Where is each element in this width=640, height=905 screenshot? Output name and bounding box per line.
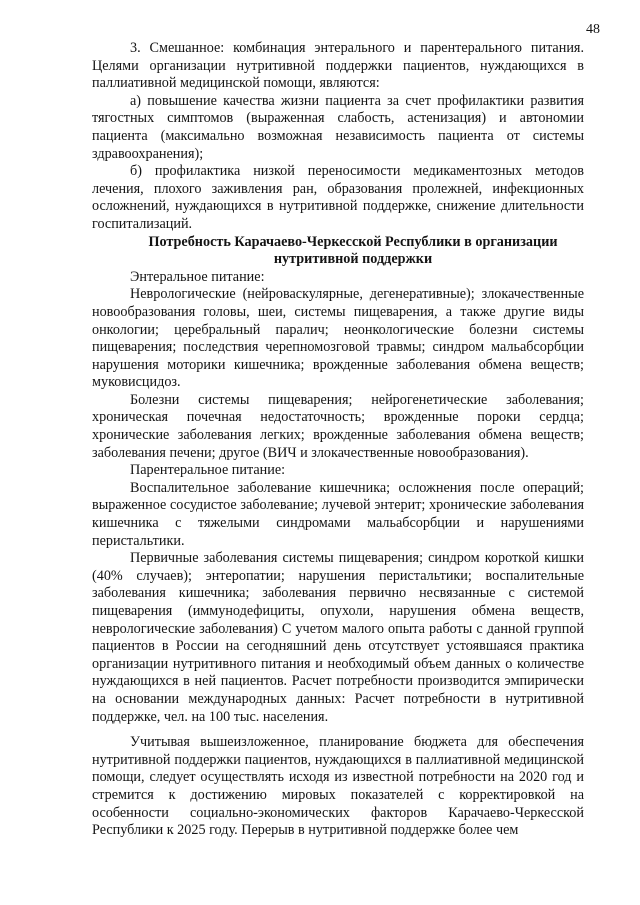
paragraph-goal-a: а) повышение качества жизни пациента за счет профилактики развития тягостных симптомов (выраженная слабость, астенизация) и автономии пациента (максимально возможная независимость пациента от системы здравоохранения); xyxy=(92,92,584,162)
paragraph-primary-diseases: Первичные заболевания системы пищеварения; синдром короткой кишки (40% случаев); энтеропатии; нарушения перистальтики; воспалительные заболевания кишечника; заболевания первично несвязанные с системой пищеварения (иммунодефициты, опухоли, нарушения обмена веществ, неврологические заболевания) С учетом малого опыта работы с данной группой пациентов в России на сегодняшний день отсутствует устоявшаяся практика организации нутритивного питания и необходимый объем данных о количестве нуждающихся в ней пациентов. Расчет потребности производится эмпирически на основании международных данных: Расчет потребности в нутритивной поддержке, чел. на 100 тыс. населения. xyxy=(92,550,584,725)
paragraph-digestive-diseases: Болезни системы пищеварения; нейрогенетические заболевания; хроническая почечная недостаточность; врожденные пороки сердца; хронические заболевания легких; врожденные заболевания обмена веществ; заболевания печени; другое (ВИЧ и злокачественные новообразования). xyxy=(92,391,584,461)
paragraph-mixed-nutrition: 3. Смешанное: комбинация энтерального и парентерального питания. Целями организации нутритивной поддержки пациентов, нуждающихся в паллиативной медицинской помощи, являются: xyxy=(92,40,584,92)
paragraph-parenteral-label: Парентеральное питание: xyxy=(130,462,286,479)
paragraph-enteral-label: Энтеральное питание: xyxy=(130,268,265,285)
paragraph-budget-planning: Учитывая вышеизложенное, планирование бюджета для обеспечения нутритивной поддержки пациентов, нуждающихся в паллиативной медицинской помощи, следует осуществлять исходя из известной потребности на 2020 год и стремится к достижению мировых показателей с корректировкой на особенности социально-экономических факторов Карачаево-Черкесской Республики к 2025 году. Перерыв в нутритивной поддержке более чем xyxy=(92,734,584,839)
paragraph-parenteral-conditions: Воспалительное заболевание кишечника; осложнения после операций; выраженное сосудистое заболевание; лучевой энтерит; хронические заболевания кишечника с тяжелыми синдромами мальабсорбции и нарушениями перистальтики. xyxy=(92,479,584,549)
section-heading: Потребность Карачаево-Черкесской Республики в организации нутритивной поддержки xyxy=(148,233,558,268)
paragraph-enteral-conditions: Неврологические (нейроваскулярные, дегенеративные); злокачественные новообразования головы, шеи, системы пищеварения, а также другие виды онкологии; церебральный паралич; неонкологические болезни системы пищеварения; последствия черепномозговой травмы; синдром мальабсорбции нарушения моторики кишечника; врожденные заболевания обмена веществ; муковисцидоз. xyxy=(92,286,584,391)
page-number: 48 xyxy=(586,22,600,37)
page-body xyxy=(92,40,584,840)
paragraph-goal-b: б) профилактика низкой переносимости медикаментозных методов лечения, плохого заживления ран, образования пролежней, инфекционных осложнений, нуждающихся в нутритивной поддержке, снижение длительности госпитализаций. xyxy=(92,163,584,232)
